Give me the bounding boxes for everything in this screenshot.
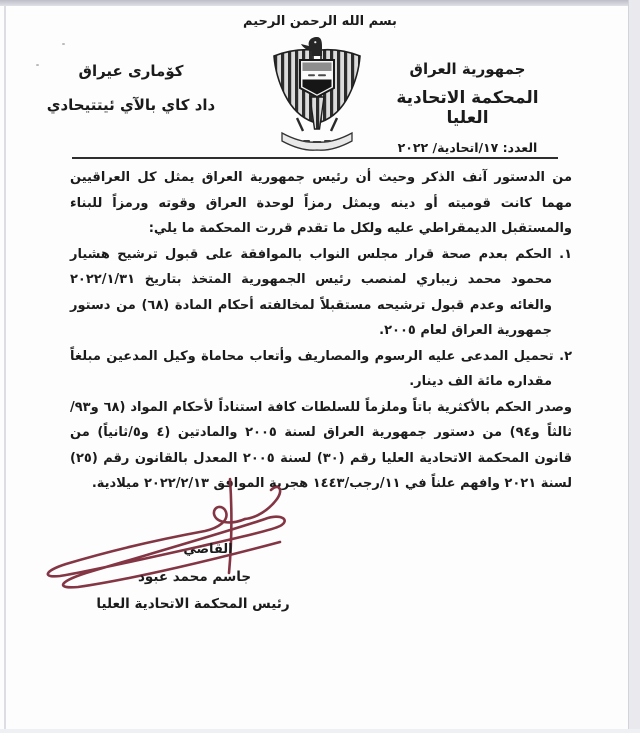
header-divider	[72, 157, 558, 159]
country-name: جمهورية العراق	[409, 60, 526, 78]
scan-edge-top	[0, 0, 640, 6]
judge-position: رئيس المحكمة الاتحادية العليا	[96, 596, 290, 612]
basmala-text: بسم الله الرحمن الرحيم	[243, 14, 397, 29]
case-number: العدد: ١٧/اتحادية/ ٢٠٢٢	[397, 140, 538, 155]
intro-paragraph: من الدستور آنف الذكر وحيث أن رئيس جمهورية العراق يمثل كل العراقيين مهما كانت قوميته أو دينه ويمثل رمزاً لوحدة العراق وقوته ورمزاً للبناء والمستقبل الديمقراطي عليه ولكل ما تقدم قررت المحكمة ما يلي:	[70, 170, 572, 236]
decision-item-1	[70, 242, 572, 344]
judge-title: القاضي	[183, 542, 233, 557]
court-name-kurdish: داد كاي بالآي ئيتتيحادي	[46, 96, 216, 114]
scan-edge-left	[4, 6, 6, 733]
decision-body	[70, 165, 572, 497]
header-arabic	[375, 60, 560, 155]
item-text: الحكم بعدم صحة قرار مجلس النواب بالموافقة على قبول ترشيح هشيار محمود محمد زيباري لمنصب رئيس الجمهورية المتخذ بتاريخ ٢٠٢٢/١/٣١ والغائه وعدم قبول ترشيحه مستقبلاً لمخالفته أحكام المادة (٦٨) من دستور جمهورية العراق لعام ٢٠٠٥.	[70, 246, 552, 338]
decision-item-2	[70, 344, 572, 395]
scan-speck	[62, 43, 65, 45]
court-name: المحكمة الاتحادية العليا	[396, 88, 539, 128]
iraq-coat-of-arms-icon	[266, 36, 368, 152]
item-number: ١.	[559, 246, 572, 262]
scan-edge-bottom	[0, 729, 640, 733]
closing-paragraph: وصدر الحكم بالأكثرية باتاً وملزماً للسلطات كافة استناداً لأحكام المواد (٦٨ و٩٣/ ثالثاً و٩٤) من دستور جمهورية العراق لسنة ٢٠٠٥ والمادتين (٤ و٥/ثانياً) من قانون المحكمة الاتحادية العليا رقم (٣٠) لسنة ٢٠٠٥ المعدل بالقانون رقم (٢٥) لسنة ٢٠٢١ وافهم علناً في ١١/رجب/١٤٤٣ هجرية الموافق ٢٠٢٢/٢/١٣ ميلادية.	[70, 399, 572, 491]
item-number: ٢.	[559, 348, 572, 364]
judge-name: جاسم محمد عبود	[137, 569, 252, 585]
country-name-kurdish: كۆمارى عيراق	[78, 62, 184, 80]
item-text: تحميل المدعى عليه الرسوم والمصاريف وأتعاب محاماة وكيل المدعين مبلغاً مقداره مائة الف دينار.	[70, 348, 554, 389]
header-kurdish	[36, 62, 226, 114]
scan-edge-right	[628, 0, 640, 733]
